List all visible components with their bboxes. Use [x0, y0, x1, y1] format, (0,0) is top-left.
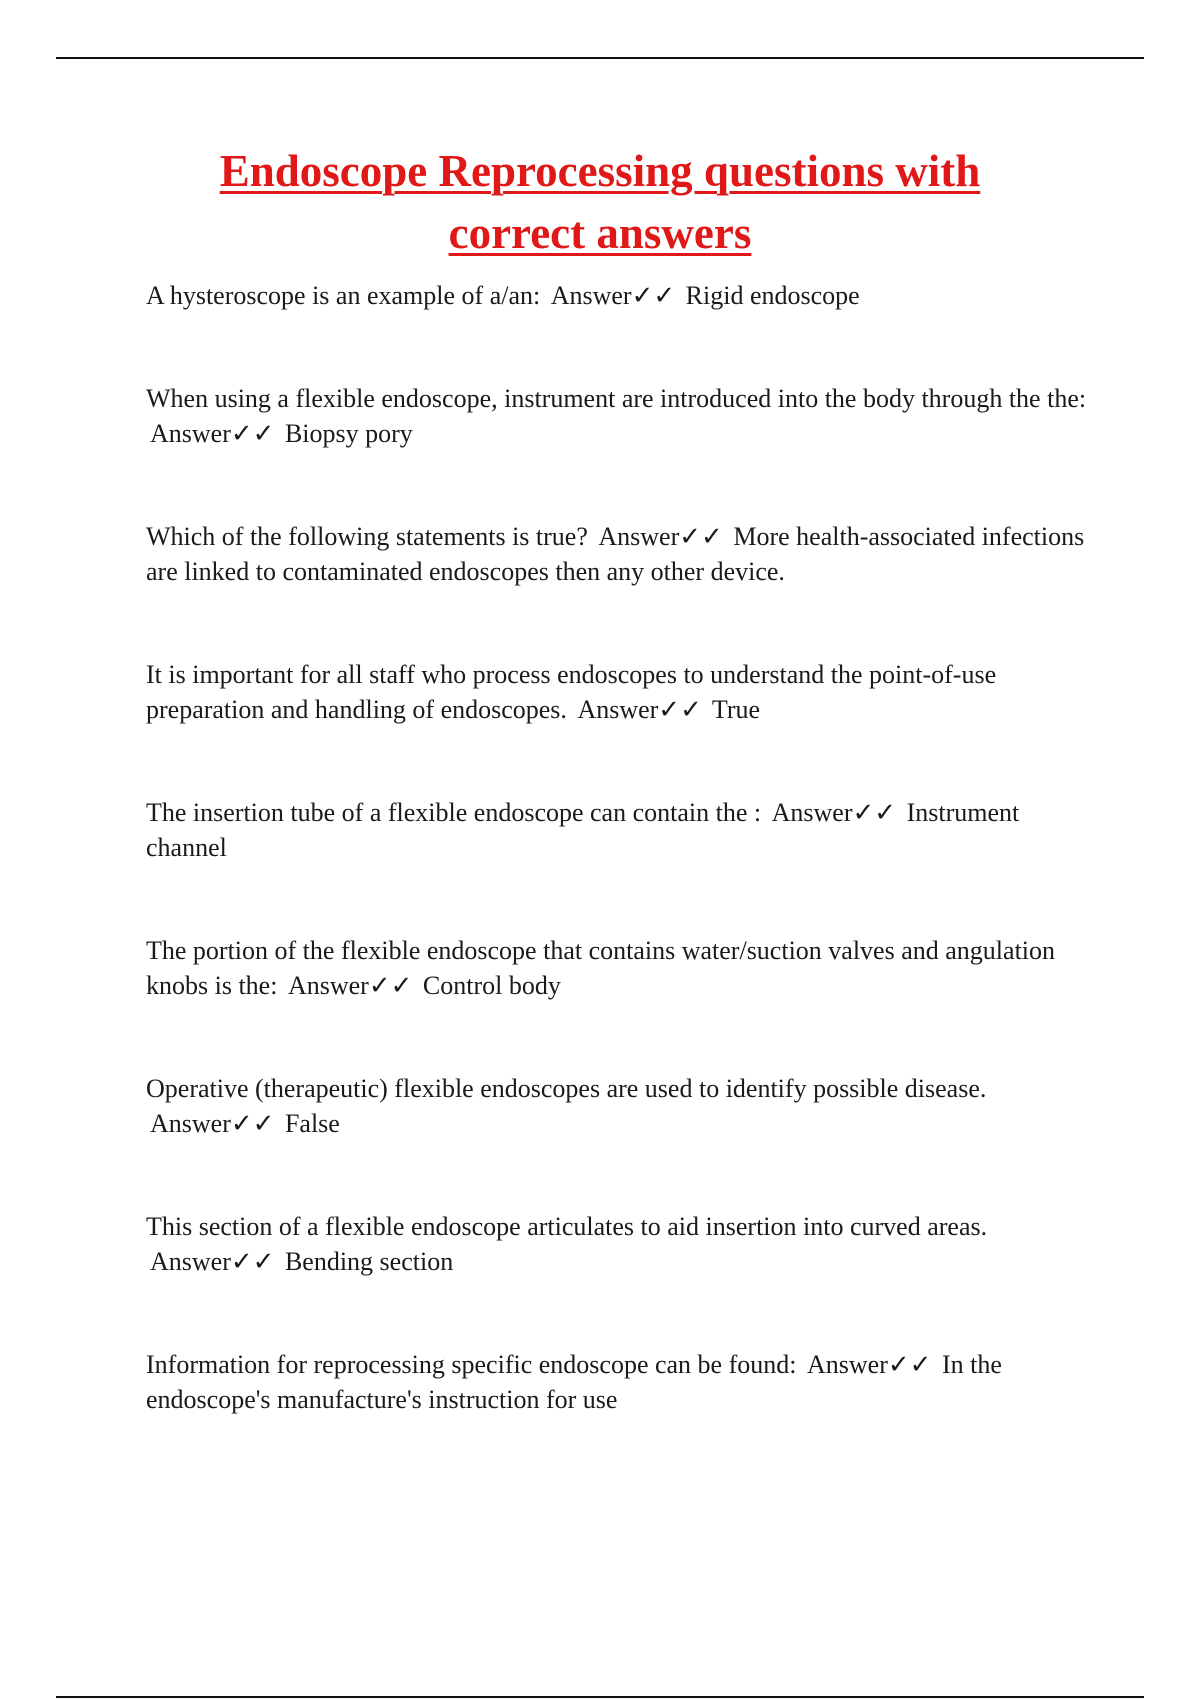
answer-text: Rigid endoscope	[685, 281, 860, 310]
qa-item	[146, 519, 1106, 589]
question-text: Operative (therapeutic) flexible endoscopes are used to identify possible disease.	[146, 1074, 987, 1103]
page-title: Endoscope Reprocessing questions with correct answers	[219, 146, 981, 258]
answer-marker: Answer✓✓	[806, 1350, 932, 1379]
qa-item	[146, 795, 1106, 865]
qa-list	[146, 278, 1106, 1485]
question-text: This section of a flexible endoscope articulates to aid insertion into curved areas.	[146, 1212, 988, 1241]
answer-text: True	[711, 695, 761, 724]
answer-text: More health-associated infections are linked to contaminated endoscopes then any other device.	[146, 522, 1085, 586]
qa-item	[146, 1071, 1106, 1141]
answer-text: In the endoscope's manufacture's instruction for use	[146, 1350, 1002, 1414]
qa-item	[146, 1209, 1106, 1279]
answer-marker: Answer✓✓	[150, 1109, 275, 1138]
question-text: A hysteroscope is an example of a/an:	[146, 281, 541, 310]
question-text: When using a flexible endoscope, instrument are introduced into the body through the the:	[146, 384, 1087, 413]
question-text: The portion of the flexible endoscope that contains water/suction valves and angulation knobs is the:	[146, 936, 1056, 1000]
answer-marker: Answer✓✓	[598, 522, 723, 551]
answer-marker: Answer✓✓	[287, 971, 413, 1000]
answer-text: Instrument channel	[146, 798, 1020, 862]
answer-text: Biopsy pory	[284, 419, 413, 448]
qa-item	[146, 381, 1106, 451]
answer-marker: Answer✓✓	[771, 798, 897, 827]
answer-marker: Answer✓✓	[550, 281, 676, 310]
answer-marker: Answer✓✓	[150, 419, 275, 448]
qa-item	[146, 1347, 1106, 1417]
answer-text: False	[284, 1109, 340, 1138]
qa-item	[146, 657, 1106, 727]
question-text: Which of the following statements is true?	[146, 522, 588, 551]
bottom-rule	[56, 1696, 1144, 1698]
qa-item	[146, 933, 1106, 1003]
answer-text: Bending section	[284, 1247, 454, 1276]
answer-marker: Answer✓✓	[150, 1247, 275, 1276]
answer-text: Control body	[422, 971, 561, 1000]
question-text: The insertion tube of a flexible endoscope can contain the :	[146, 798, 762, 827]
question-text: Information for reprocessing specific endoscope can be found:	[146, 1350, 797, 1379]
qa-item	[146, 278, 1106, 313]
answer-marker: Answer✓✓	[577, 695, 702, 724]
question-text: It is important for all staff who process endoscopes to understand the point-of-use preparation and handling of endoscopes.	[146, 660, 997, 724]
top-rule	[56, 57, 1144, 59]
